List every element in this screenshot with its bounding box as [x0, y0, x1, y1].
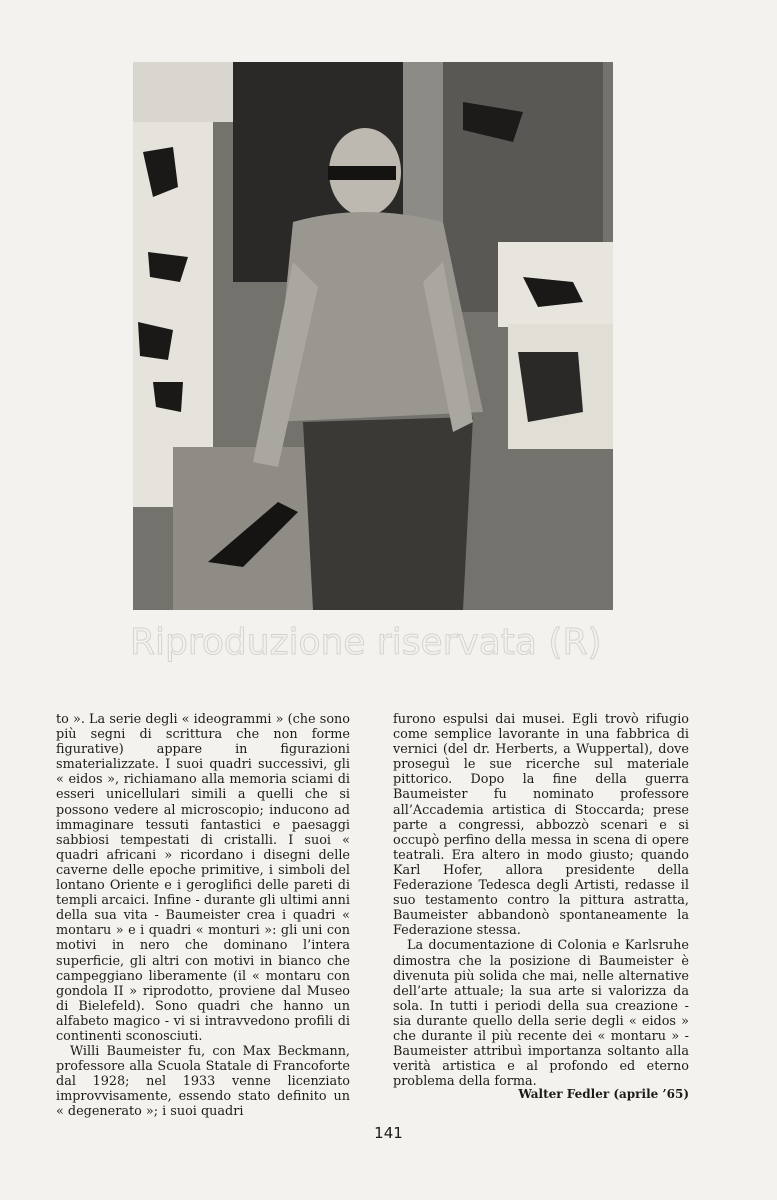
left-column — [56, 712, 350, 1120]
paragraph: furono espulsi dai musei. Egli trovò rifugio come semplice lavorante in una fabbrica di vernici (del dr. Herberts, a Wuppertal), dove proseguì le sue ricerche sul materiale pittorico. Dopo la fine della guerra Baumeister fu nominato professore all’Accademia artistica di Stoccarda; prese parte a congressi, abbozzò scenari e si occupò perfino della messa in scena di opere teatrali. Era altero in modo giusto; quando Karl Hofer, allora presidente della Federazione Tedesca degli Artisti, redasse il suo testamento contro la pittura astratta, Baumeister abbandonò spontaneamente la Federazione stessa. — [393, 712, 689, 939]
right-column — [393, 712, 689, 1089]
portrait-photo-icon — [133, 62, 613, 610]
page-number: 141 — [374, 1124, 403, 1142]
author-signature: Walter Fedler (aprile ’65) — [518, 1087, 689, 1101]
paragraph: to ». La serie degli « ideogrammi » (che sono più segni di scrittura che non forme figurative) appare in figurazioni smaterializzate. I suoi quadri successivi, gli « eidos », richiamano alla memoria sciami di esseri unicellulari simili a quelli che si possono vedere al microscopio; inducono ad immaginare tessuti fantastici e paesaggi sabbiosi tempestati di cristalli. I suoi « quadri africani » ricordano i disegni delle caverne delle epoche primitive, i simboli del lontano Oriente e i geroglifici delle pareti di templi arcaici. Infine - durante gli ultimi anni della sua vita - Baumeister crea i quadri « montaru » e i quadri « monturi »: gli uni con motivi in nero che dominano l’intera superficie, gli altri con motivi in bianco che campeggiano liberamente (il « montaru con gondola II » riprodotto, proviene dal Museo di Bielefeld). Sono quadri che hanno un alfabeto magico - vi si intravvedono profili di continenti sconosciuti. — [56, 712, 350, 1044]
portrait-photo — [133, 62, 613, 610]
watermark-text: Riproduzione riservata (R) — [130, 622, 602, 663]
paragraph: Willi Baumeister fu, con Max Beckmann, professore alla Scuola Statale di Francoforte dal 1928; nel 1933 venne licenziato improvvisamente, essendo stato definito un « degenerato »; i suoi quadri — [56, 1044, 350, 1120]
paragraph: La documentazione di Colonia e Karlsruhe dimostra che la posizione di Baumeister è divenuta più solida che mai, nelle alternative dell’arte attuale; la sua arte si valorizza da sola. In tutti i periodi della sua creazione - sia durante quello della serie degli « eidos » che durante il più recente dei « montaru » - Baumeister attribuì importanza soltanto alla verità artistica e al profondo ed eterno problema della forma. — [393, 938, 689, 1090]
